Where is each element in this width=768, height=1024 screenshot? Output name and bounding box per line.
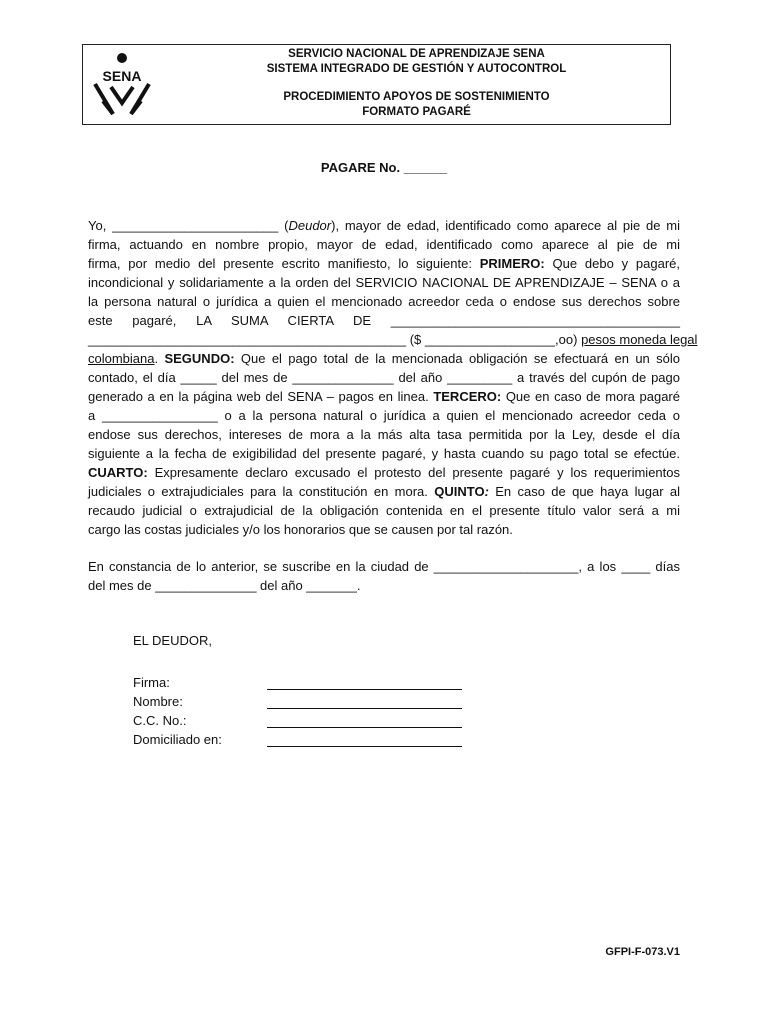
id-field-row [133,709,462,728]
body-line: cargo las costas judiciales y/o los honorarios que se causen por tal razón. [88,522,513,537]
body-paragraph [88,216,698,539]
body-line: judiciales o extrajudiciales para la constitución en mora. QUINTO: En caso de que haya lugar al [88,484,680,499]
body-line: generado a en la página web del SENA – pagos en linea. TERCERO: Que en caso de mora pagaré [88,389,680,404]
body-line: firma, por medio del presente escrito manifiesto, lo siguiente: PRIMERO: Que debo y pagaré, [88,256,681,271]
body-line: a ________________ o a la persona natural o jurídica a quien el mencionado acreedor ceda o [88,408,680,423]
sena-logo [91,51,153,115]
id-label: C.C. No.: [133,713,187,728]
header-text [183,47,650,120]
body-line: recaudo judicial o extrajudicial de la obligación contenida en el presente título valor será a mi [88,503,680,518]
body-line: CUARTO: Expresamente declaro excusado el protesto del presente pagaré y los requerimientos [88,465,680,480]
name-label: Nombre: [133,694,183,709]
closing-line: del mes de ______________ del año _______. [88,578,361,593]
header-line-4: FORMATO PAGARÉ [362,106,471,118]
id-line [267,713,462,728]
address-field-row [133,728,462,747]
document-title: PAGARE No. ______ [320,160,448,175]
body-line: la persona natural o jurídica a quien el mencionado acreedor ceda o endose sus derechos sobre [88,294,680,309]
signature-block [133,671,462,747]
closing-paragraph [88,557,680,595]
logo-text: SENA [102,68,142,84]
document-header [82,44,671,125]
body-line: este pagaré, LA SUMA CIERTA DE ________________________________________ [88,313,680,328]
body-line: siguiente a la fecha de exigibilidad del presente pagaré, y hasta cuando su pago total se efectúe. [88,446,680,461]
body-line: Yo, _______________________ (Deudor), mayor de edad, identificado como aparece al pie de mi [88,218,680,233]
closing-line: En constancia de lo anterior, se suscribe en la ciudad de ____________________, a los ____ días [88,559,680,574]
name-line [267,694,462,709]
header-line-2: SISTEMA INTEGRADO DE GESTIÓN Y AUTOCONTROL [266,63,567,75]
body-line: incondicional y solidariamente a la orden del SERVICIO NACIONAL DE APRENDIZAJE – SENA o a [88,275,680,290]
body-line: ____________________________________________ ($ __________________,oo) pesos moneda legal [88,332,698,347]
signature-label: Firma: [133,675,170,690]
signature-field-row [133,671,462,690]
body-line: contado, el día _____ del mes de ______________ del año _________ a través del cupón de pago [88,370,680,385]
body-line: firma, actuando en nombre propio, mayor de edad, identificado como aparece al pie de mi [88,237,680,252]
name-field-row [133,690,462,709]
body-line: colombiana. SEGUNDO: Que el pago total de la mencionada obligación se efectuará en un sólo [88,351,680,366]
header-line-1: SERVICIO NACIONAL DE APRENDIZAJE SENA [288,48,545,60]
signature-line [267,675,462,690]
address-label: Domiciliado en: [133,732,222,747]
address-line [267,732,462,747]
body-line: endose sus derechos, intereses de mora a la más alta tasa permitida por la Ley, desde el día [88,427,680,442]
form-code: GFPI-F-073.V1 [605,946,680,958]
debtor-heading: EL DEUDOR, [133,633,212,648]
header-line-3: PROCEDIMIENTO APOYOS DE SOSTENIMIENTO [283,91,550,103]
